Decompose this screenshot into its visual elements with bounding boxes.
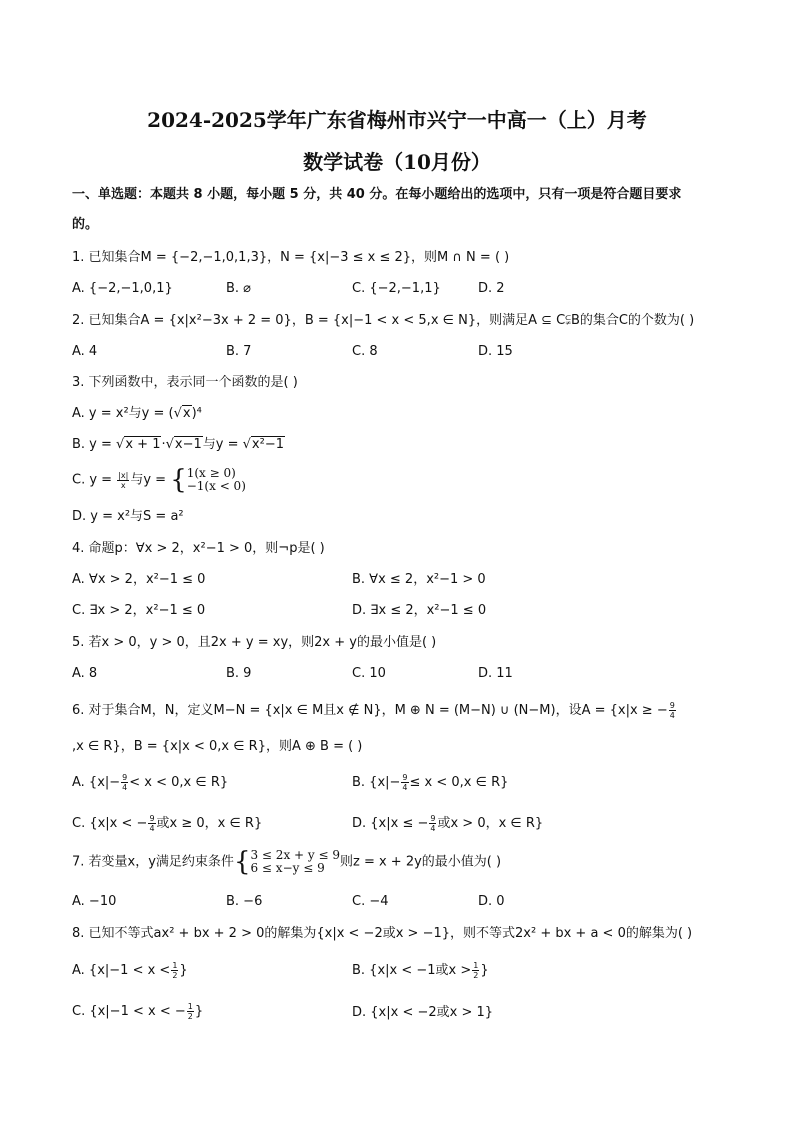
question-1-option-d: D. 2 (478, 281, 505, 296)
q3-b-pre: B. y = (72, 437, 117, 452)
question-4-option-a: A. ∀x > 2，x²−1 ≤ 0 (72, 572, 206, 587)
frac-den: 2 (172, 971, 178, 980)
q6-c-fraction (148, 814, 155, 833)
q6-d-fraction (429, 814, 436, 833)
q3-c-pre: C. y = (72, 472, 117, 488)
question-5-option-d: D. 11 (478, 666, 513, 681)
question-6-option-a (72, 772, 228, 794)
constraint-1: 3 ≤ 2x + y ≤ 9 (250, 848, 340, 862)
question-6-stem (72, 700, 722, 722)
question-2-stem: 2. 已知集合A = {x|x²−3x + 2 = 0}，B = {x|−1 < x < 5,x ∈ N}，则满足A ⊆ C⫋B的集合C的个数为( ) (72, 313, 695, 328)
question-3-stem: 3. 下列函数中，表示同一个函数的是( ) (72, 375, 298, 390)
question-2-option-a: A. 4 (72, 344, 98, 359)
q6-b-post: ≤ x < 0,x ∈ R} (409, 775, 509, 790)
question-8-stem: 8. 已知不等式ax² + bx + 2 > 0的解集为{x|x < −2或x > −1}，则不等式2x² + bx + a < 0的解集为( ) (72, 926, 693, 941)
sqrt-sign: √ (242, 437, 251, 452)
q6-a-post: < x < 0,x ∈ R} (129, 775, 229, 790)
q6-d-post: 或x > 0，x ∈ R} (437, 816, 544, 831)
question-2-option-d: D. 15 (478, 344, 513, 359)
question-7-option-d: D. 0 (478, 894, 505, 909)
sqrt-sign: √ (173, 406, 182, 421)
frac-num: 9 (402, 773, 408, 782)
question-8-option-c (72, 1001, 203, 1023)
q8-c-pre: C. {x|−1 < x < − (72, 1004, 186, 1019)
q3-b-mid: 与y = (202, 437, 243, 452)
left-brace-icon: { (170, 465, 187, 495)
section-intro-line1: 一、单选题：本题共 8 小题，每小题 5 分，共 40 分。在每小题给出的选项中，只有一项是符合题目要求 (72, 187, 682, 202)
question-3-option-d: D. y = x²与S = a² (72, 509, 184, 524)
q8-b-pre: B. {x|x < −1或x > (352, 963, 472, 978)
q3-a-post: )⁴ (191, 406, 202, 421)
question-3-option-b (72, 436, 722, 454)
question-4-option-c: C. ∃x > 2，x²−1 ≤ 0 (72, 603, 206, 618)
q6-b-pre: B. {x|− (352, 775, 401, 790)
question-1-option-c: C. {−2,−1,1} (352, 281, 441, 296)
q6-c-post: 或x ≥ 0，x ∈ R} (156, 816, 263, 831)
question-6-stem-line2: ,x ∈ R}，B = {x|x < 0,x ∈ R}，则A ⊕ B = ( ) (72, 739, 363, 754)
q6-a-pre: A. {x|− (72, 775, 121, 790)
q6-b-fraction (401, 773, 408, 792)
question-5-stem: 5. 若x > 0，y > 0，且2x + y = xy，则2x + y的最小值是( ) (72, 635, 437, 650)
q3-a-pre: A. y = x²与y = ( (72, 406, 174, 421)
question-3-option-c (72, 466, 722, 495)
question-7-option-a: A. −10 (72, 894, 117, 909)
q8-a-post: } (179, 963, 188, 978)
q6-d-pre: D. {x|x ≤ − (352, 816, 429, 831)
question-3-option-a (72, 405, 722, 423)
question-8-option-a (72, 960, 188, 982)
q7-constraints (250, 849, 340, 875)
question-7-stem (72, 848, 722, 877)
exam-title: 2024-2025学年广东省梅州市兴宁一中高一（上）月考 (147, 108, 647, 132)
frac-den: 4 (402, 783, 408, 792)
q3-c-cases (187, 467, 246, 493)
section-instructions (72, 180, 722, 240)
question-8-option-b (352, 960, 489, 982)
question-1-option-a: A. {−2,−1,0,1} (72, 281, 173, 296)
frac-num: 9 (149, 814, 155, 823)
frac-num: 1 (172, 961, 178, 970)
frac-den: 4 (149, 824, 155, 833)
q8-c-post: } (194, 1004, 204, 1019)
q6-fraction (669, 701, 676, 720)
question-6-option-c (72, 813, 262, 835)
q3-b-dot: · (161, 437, 166, 452)
frac-num: 1 (187, 1002, 193, 1011)
q3-b-radicand-2: x−1 (174, 437, 202, 452)
frac-den: 4 (669, 711, 675, 720)
case-line-1: 1(x ≥ 0) (186, 466, 236, 480)
q3-b-radicand-1: x + 1 (125, 437, 161, 452)
section-intro-line2: 的。 (72, 217, 99, 232)
frac-num: 9 (430, 814, 436, 823)
q3-c-fraction (117, 471, 129, 490)
frac-num: 9 (122, 773, 128, 782)
question-5-option-b: B. 9 (226, 666, 252, 681)
question-1-stem: 1. 已知集合M = {−2,−1,0,1,3}，N = {x|−3 ≤ x ≤ 2}，则M ∩ N = ( ) (72, 250, 510, 265)
sqrt-sign: √ (165, 437, 174, 452)
q6-a-fraction (121, 773, 128, 792)
q3-b-radicand-3: x²−1 (251, 437, 284, 452)
q6-stem-pre: 6. 对于集合M，N，定义M−N = {x|x ∈ M且x ∉ N}，M ⊕ N = (M−N) ∪ (N−M)，设A = {x|x ≥ − (72, 703, 668, 718)
frac-num: 9 (669, 701, 675, 710)
left-brace-icon: { (233, 847, 251, 877)
frac-den: 4 (122, 783, 128, 792)
question-6-option-b (352, 772, 508, 794)
question-2-option-c: C. 8 (352, 344, 378, 359)
q6-c-pre: C. {x|x < − (72, 816, 148, 831)
question-6-option-d (352, 813, 543, 835)
question-4-option-d: D. ∃x ≤ 2，x²−1 ≤ 0 (352, 603, 487, 618)
question-1-option-b: B. ⌀ (226, 281, 252, 296)
question-5-option-a: A. 8 (72, 666, 98, 681)
frac-den: 2 (187, 1012, 193, 1021)
q8-c-fraction (187, 1002, 194, 1021)
q8-b-post: } (480, 963, 489, 978)
question-4-stem: 4. 命题p：∀x > 2，x²−1 > 0，则¬p是( ) (72, 541, 325, 556)
question-4-option-b: B. ∀x ≤ 2，x²−1 > 0 (352, 572, 486, 587)
question-2-option-b: B. 7 (226, 344, 252, 359)
question-7-option-c: C. −4 (352, 894, 389, 909)
frac-den: 4 (430, 824, 436, 833)
question-8-option-d: D. {x|x < −2或x > 1} (352, 1005, 494, 1020)
frac-num: |x| (118, 470, 129, 480)
frac-num: 1 (473, 961, 479, 970)
q8-a-fraction (171, 961, 178, 980)
question-7-option-b: B. −6 (226, 894, 263, 909)
frac-den: x (120, 480, 126, 490)
q7-stem-post: 则z = x + 2y的最小值为( ) (340, 854, 502, 870)
case-line-2: −1(x < 0) (186, 479, 246, 493)
frac-den: 2 (473, 971, 479, 980)
q3-c-mid: 与y = (130, 472, 171, 488)
q3-a-radicand: x (182, 406, 191, 421)
q7-stem-pre: 7. 若变量x，y满足约束条件 (72, 854, 234, 870)
q8-a-pre: A. {x|−1 < x < (72, 963, 171, 978)
exam-subtitle: 数学试卷（10月份） (303, 150, 491, 174)
question-5-option-c: C. 10 (352, 666, 386, 681)
q8-b-fraction (472, 961, 479, 980)
constraint-2: 6 ≤ x−y ≤ 9 (250, 861, 325, 875)
sqrt-sign: √ (116, 437, 125, 452)
